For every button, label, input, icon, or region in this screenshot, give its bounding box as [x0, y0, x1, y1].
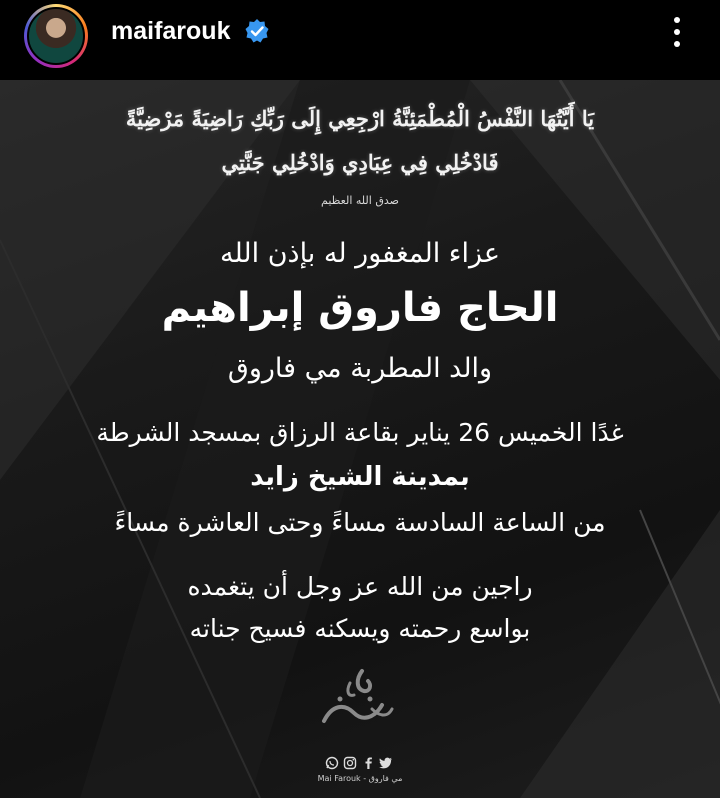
prayer-line-2: بواسع رحمته ويسكنه فسيح جناته: [189, 614, 531, 643]
twitter-icon: [379, 756, 393, 770]
condolence-heading: عزاء المغفور له بإذن الله: [220, 238, 500, 269]
calligraphy-logo-mark: [310, 665, 400, 735]
whatsapp-icon: [325, 756, 339, 770]
quran-verse-line-1: يَا أَيَّتُهَا النَّفْسُ الْمُطْمَئِنَّةُ ارْجِعِي إِلَى رَبِّكِ رَاضِيَةً مَرْضِيَّةً: [125, 106, 595, 131]
social-icons: [316, 754, 402, 772]
avatar[interactable]: [27, 7, 85, 65]
quran-verse-line-2: فَادْخُلِي فِي عِبَادِي وَادْخُلِي جَنَّتِي: [221, 150, 499, 175]
post-image[interactable]: [0, 80, 720, 798]
prayer-line-1: راجين من الله عز وجل أن يتغمده: [187, 572, 533, 601]
verified-badge-icon: [244, 18, 270, 44]
calligraphy-logo: [310, 665, 400, 735]
facebook-icon: [361, 756, 375, 770]
credit-text: Mai Farouk - مي فاروق: [317, 774, 403, 783]
username[interactable]: maifarouk: [111, 17, 231, 45]
date-place-line: غدًا الخميس 26 يناير بقاعة الرزاق بمسجد الشرطة: [96, 418, 624, 447]
post-header: [0, 0, 720, 80]
time-line: من الساعة السادسة مساءً وحتى العاشرة مساءً: [114, 508, 606, 537]
city-line: بمدينة الشيخ زايد: [250, 462, 470, 492]
deceased-name: الحاج فاروق إبراهيم: [161, 285, 559, 331]
vertical-ellipsis-icon[interactable]: [662, 12, 692, 52]
instagram-icon: [343, 756, 357, 770]
verse-source: صدق الله العظيم: [321, 194, 399, 207]
relation-line: والد المطربة مي فاروق: [227, 353, 493, 384]
story-ring[interactable]: [24, 4, 88, 68]
